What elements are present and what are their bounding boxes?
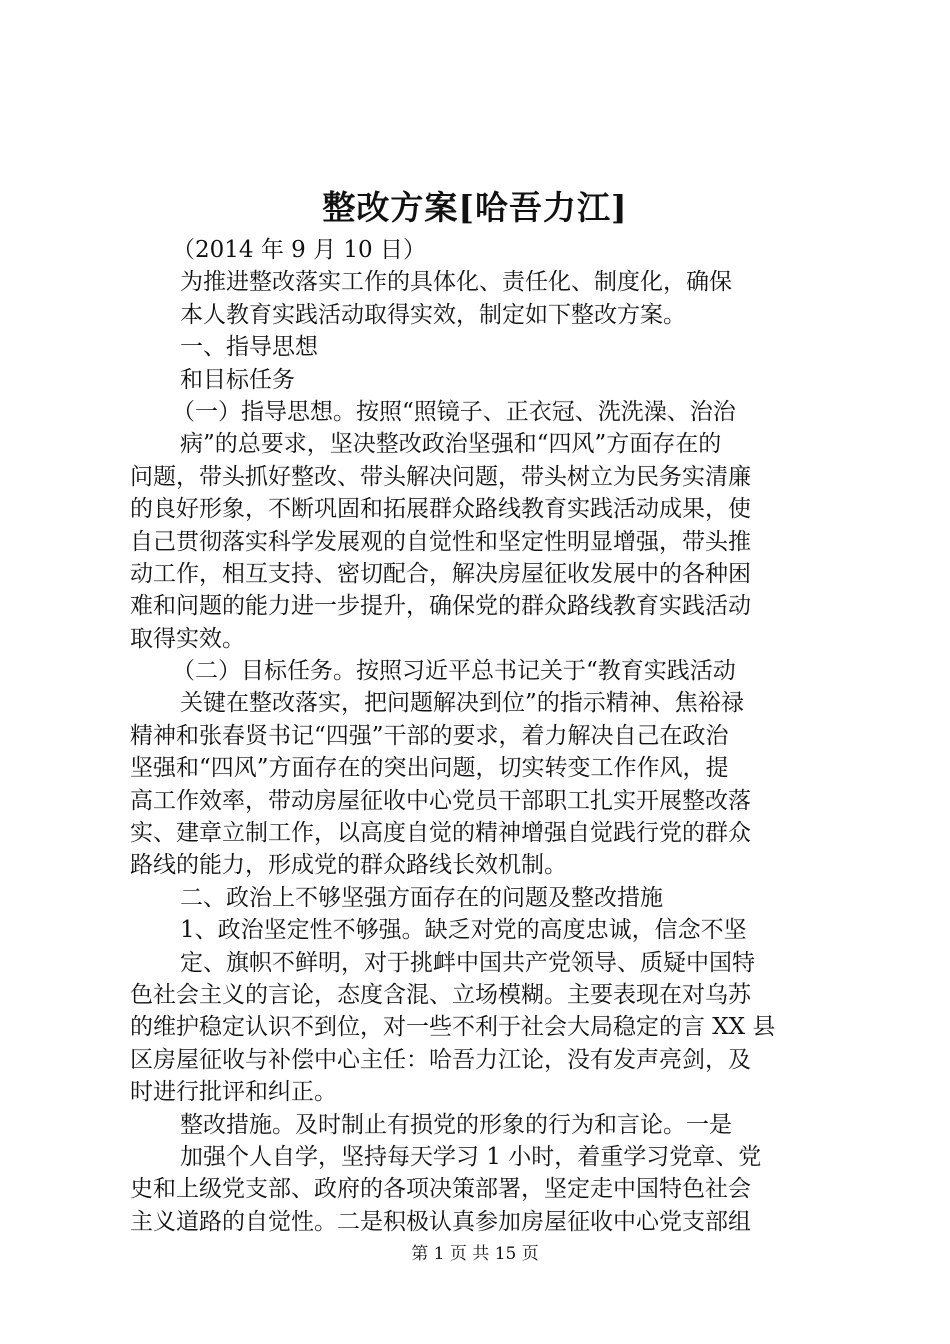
text-line: 关键在整改落实，把问题解决到位”的指示精神、焦裕禄: [180, 690, 744, 717]
text-line: 取得实效。: [130, 625, 245, 652]
text-line: 史和上级党支部、政府的各项决策部署，坚定走中国特色社会: [130, 1176, 751, 1203]
page-footer: 第 1 页 共 15 页: [411, 1244, 539, 1264]
text-line: 实、建章立制工作，以高度自觉的精神增强自觉践行党的群众: [130, 820, 751, 847]
text-line: 主义道路的自觉性。二是积极认真参加房屋征收中心党支部组: [130, 1208, 751, 1235]
document-title: 整改方案[哈吾力江]: [322, 188, 628, 227]
text-line: 精神和张春贤书记“四强”干部的要求，着力解决自己在政治: [130, 722, 729, 749]
text-line: 整改措施。及时制止有损党的形象的行为和言论。一是: [180, 1111, 732, 1138]
text-line: 的维护稳定认识不到位，对一些不利于社会大局稳定的言 XX 县: [130, 1014, 776, 1041]
text-line: 难和问题的能力进一步提升，确保党的群众路线教育实践活动: [130, 593, 751, 620]
text-line: 为推进整改落实工作的具体化、责任化、制度化，确保: [180, 269, 732, 296]
text-line: （2014 年 9 月 10 日）: [172, 237, 426, 263]
text-line: 定、旗帜不鲜明，对于挑衅中国共产党领导、质疑中国特: [180, 949, 755, 976]
text-line: 时进行批评和纠正。: [130, 1079, 337, 1106]
text-line: 高工作效率，带动房屋征收中心党员干部职工扎实开展整改落: [130, 787, 751, 814]
text-line: 1、政治坚定性不够强。缺乏对党的高度忠诚，信念不坚: [180, 917, 747, 944]
text-line: 区房屋征收与补偿中心主任：哈吾力江论，没有发声亮剑，及: [130, 1046, 751, 1073]
text-line: 路线的能力，形成党的群众路线长效机制。: [130, 852, 567, 879]
document-body: [130, 234, 830, 1238]
text-line: 二、政治上不够坚强方面存在的问题及整改措施: [180, 884, 663, 911]
text-line: 病”的总要求，坚决整改政治坚强和“四风”方面存在的: [180, 431, 722, 458]
text-line: 自己贯彻落实科学发展观的自觉性和坚定性明显增强，带头推: [130, 528, 751, 555]
text-line: 坚强和“四风”方面存在的突出问题，切实转变工作作风，提: [130, 755, 729, 782]
text-line: 和目标任务: [180, 366, 295, 393]
text-line: 一、指导思想: [180, 334, 318, 361]
text-line: 的良好形象，不断巩固和拓展群众路线教育实践活动成果，使: [130, 496, 751, 523]
text-line: （二）目标任务。按照习近平总书记关于“教育实践活动: [172, 658, 736, 685]
text-line: 加强个人自学，坚持每天学习 1 小时，着重学习党章、党: [180, 1143, 762, 1170]
text-line: 色社会主义的言论，态度含混、立场模糊。主要表现在对乌苏: [130, 981, 751, 1008]
text-line: （一）指导思想。按照“照镜子、正衣冠、洗洗澡、治治: [172, 398, 736, 425]
text-line: 问题，带头抓好整改、带头解决问题，带头树立为民务实清廉: [130, 463, 751, 490]
text-line: 本人教育实践活动取得实效，制定如下整改方案。: [180, 301, 686, 328]
text-line: 动工作，相互支持、密切配合，解决房屋征收发展中的各种困: [130, 560, 751, 587]
